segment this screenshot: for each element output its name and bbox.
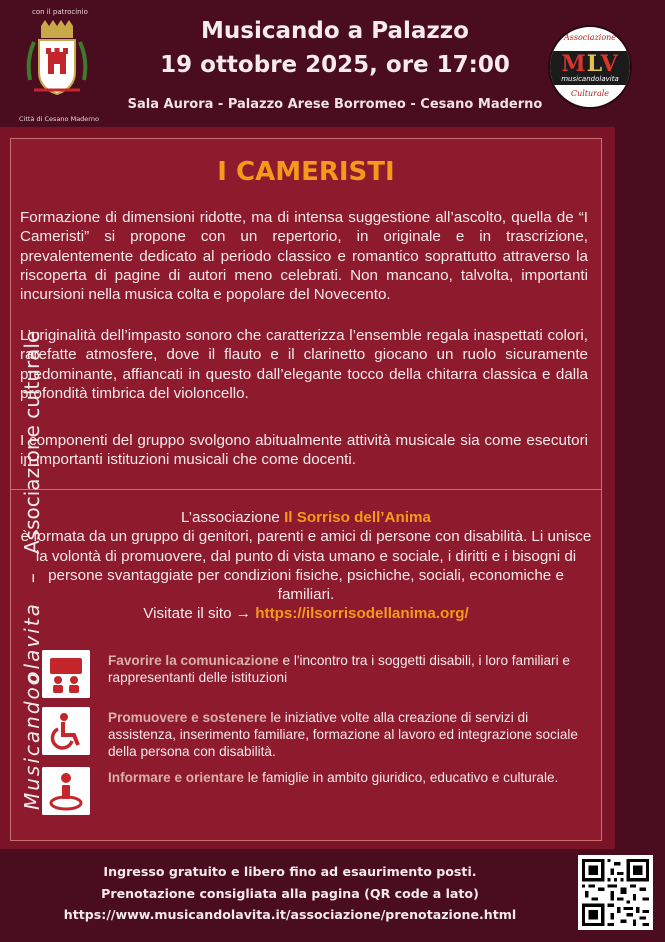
section-divider [10,489,602,490]
association-block [20,508,592,624]
footer-booking-url[interactable]: https://www.musicandolavita.it/associazione/prenotazione.html [63,907,517,922]
association-intro: L’associazione [181,509,280,526]
feature-text [108,652,592,686]
description-paragraph-3: I componenti del gruppo svolgono abitualmente attività musicale sia come esecutori in importanti istituzioni musicali che come docenti. [20,432,588,469]
association-name: Il Sorriso dell’Anima [284,509,431,526]
header [0,0,665,130]
footer-admission-line: Ingresso gratuito e libero fino ad esaurimento posti. [103,864,477,879]
feature-lead: Favorire la comunicazione [108,653,279,668]
association-site-prefix: Visitate il sito → [143,605,251,623]
logo-middle-text: musicandolavita [561,75,619,83]
feature-body: le iniziative volte alla creazione di servizi di assistenza, inserimento familiare, formazione al lavoro ed integrazione sociale della persona con disabilità. [108,710,578,759]
logo-mark: MLV [561,51,619,77]
city-crest-icon [24,20,90,108]
city-label: Città di Cesano Maderno [19,115,99,123]
ensemble-heading: I CAMERISTI [217,157,395,187]
side-brand: Musicandoolavita [20,602,44,810]
mlv-logo [548,25,632,109]
patronage-label: con il patrocinio [32,8,88,16]
description-paragraph-1: Formazione di dimensioni ridotte, ma di intensa suggestione all’ascolto, quella de “I Cameristi” si propone con un repertorio, in originale e in trascrizione, prevalentemente dedicato al periodo classico e romantico soprattutto attraverso la riscoperta di pagine di autori meno celebrati. Non mancano, talvolta, importanti incursioni nella musica colta e popolare del Novecento. [20,209,588,304]
logo-top-text: Associazione [563,33,617,42]
feature-text [108,769,592,786]
event-title: Musicando a Palazzo [201,18,469,44]
qr-code-icon [582,859,649,926]
side-label: Associazione culturale [20,330,44,554]
communication-icon [42,650,90,698]
side-separator: – [20,573,44,584]
wheelchair-icon [42,707,90,755]
info-person-icon [42,767,90,815]
feature-body: e l'incontro tra i soggetti disabili, i loro familiari e rappresentanti delle istituzioni [108,653,570,685]
feature-lead: Informare e orientare [108,770,244,785]
description-paragraph-2: L’originalità dell’impasto sonoro che caratterizza l’ensemble regala inaspettati colori, rarefatte atmosfere, dove il flauto e il clarinetto giocano un ruolo sicuramente predominante, affiancati in questo dall’elegante tocco della chitarra classica e dalla profondità timbrica del violoncello. [20,327,588,402]
feature-body: le famiglie in ambito giuridico, educativo e culturale. [243,770,559,785]
feature-lead: Promuovere e sostenere [108,710,267,725]
logo-bottom-text: Culturale [570,89,610,98]
footer-booking-line: Prenotazione consigliata alla pagina (QR code a lato) [101,886,479,901]
booking-qr-code[interactable] [578,855,653,930]
event-date-time: 19 ottobre 2025, ore 17:00 [160,52,510,78]
association-description: è formata da un gruppo di genitori, parenti e amici di persone con disabilità. Li unisce la volontà di promuovere, dal punto di vista umano e sociale, i diritti e i bisogni di persone svantaggiate per condizioni fisiche, psichiche, sociali, economiche e familiari. [20,528,592,604]
event-venue: Sala Aurora - Palazzo Arese Borromeo - Cesano Maderno [127,97,543,112]
association-site-link[interactable]: https://ilsorrisodellanima.org/ [255,605,469,623]
feature-text [108,709,592,760]
patronage-block [14,8,104,16]
side-vertical-label [20,331,44,810]
